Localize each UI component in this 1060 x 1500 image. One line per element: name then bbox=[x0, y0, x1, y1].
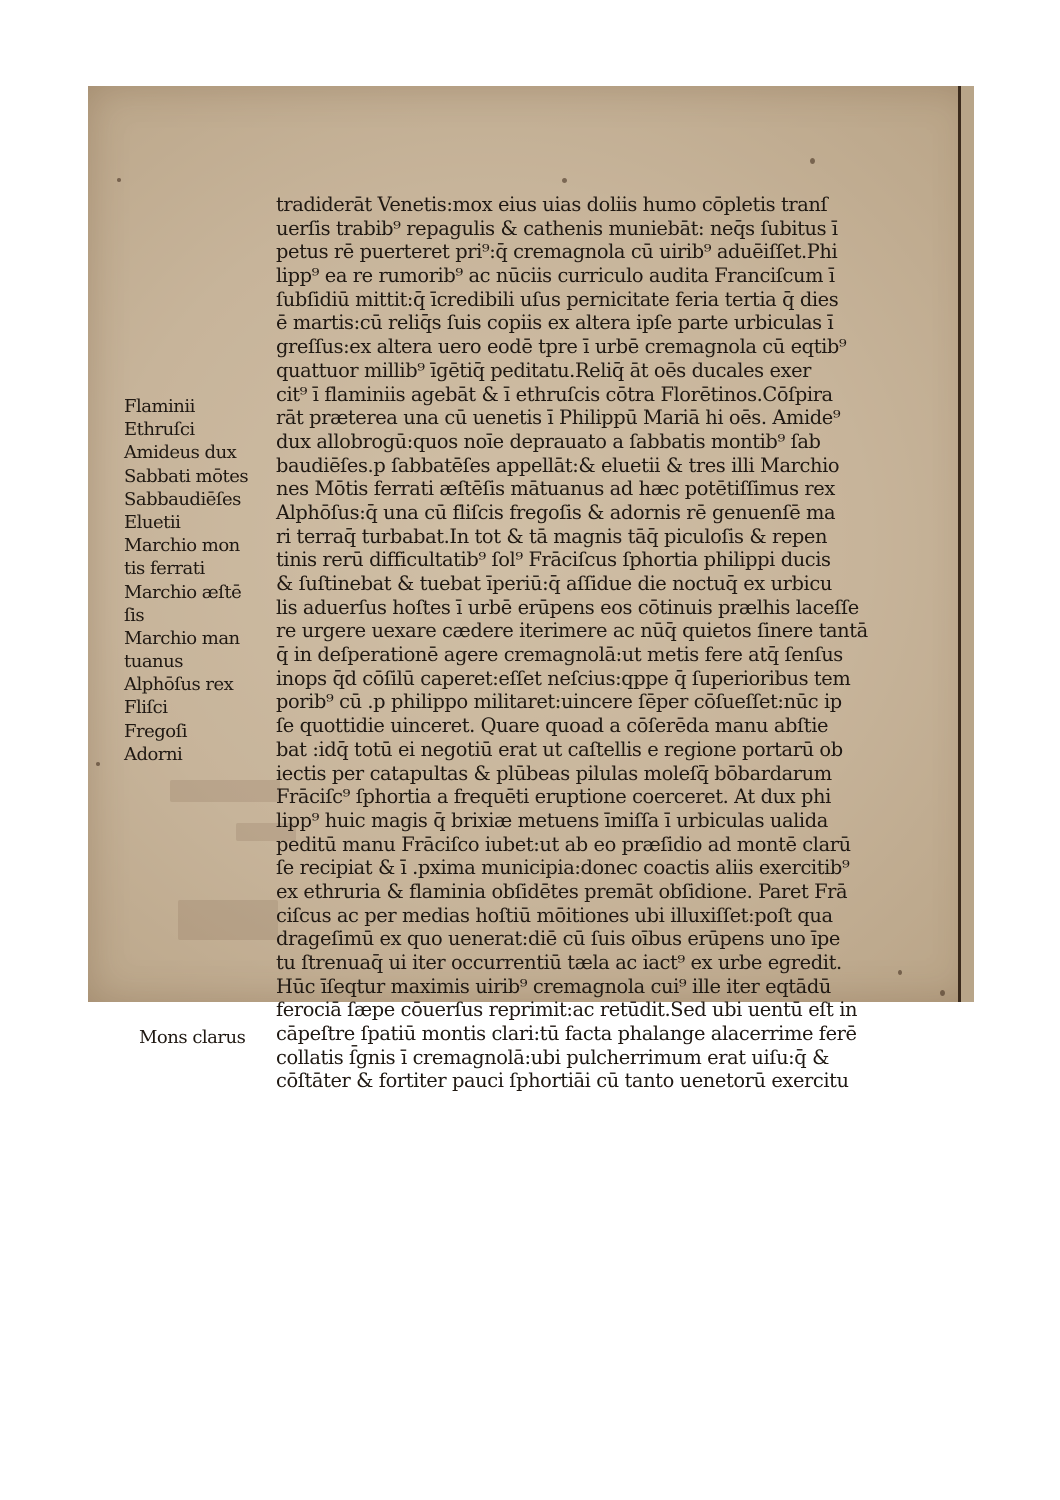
text-line: ſe quottidie uinceret. Quare quoad a cōſerēda manu abſtie bbox=[276, 714, 829, 738]
text-line: peditū manu Frāciſco iubet:ut ab eo præſidio ad montē clarū bbox=[276, 832, 851, 856]
text-line: collatis ſ̄gnis ī cremagnolā:ubi pulcherrimum erat uiſu:q̄ & bbox=[276, 1045, 829, 1069]
margin-note: Sabbaudiēſes bbox=[124, 488, 241, 510]
text-line: ciſcus ac per medias hoſtiū mōitiones ubi illuxiſſet:poſt qua bbox=[276, 903, 833, 927]
text-line: ri terraq̄ turbabat.In tot & tā magnis tāq̄ piculoſis & repen bbox=[276, 524, 828, 548]
text-line: cāpeſtre ſpatiū montis clari:tū facta phalange alacerrime ferē bbox=[276, 1022, 857, 1046]
text-line: ex ethruria & flaminia obſidētes premāt obſidione. Paret Frā bbox=[276, 879, 848, 903]
text-line: petus rē puerteret pri⁹:q̄ cremagnola cū uirib⁹ aduēiſſet.Phi bbox=[276, 240, 838, 264]
margin-note: Sabbati mōtes bbox=[124, 465, 249, 487]
text-line: cōſtāter & fortiter pauci ſphortiāi cū tanto uenetorū exercitu bbox=[276, 1069, 849, 1093]
ink-speck bbox=[96, 762, 100, 766]
margin-note: Marchio æſtē bbox=[124, 581, 242, 603]
text-line: quattuor millib⁹ īgētiq̄ peditatu.Reliq̄ āt oēs ducales exer bbox=[276, 358, 812, 382]
text-line: ſubſidiū mittit:q̄ īcredibili uſus pernicitate feria tertia q̄ dies bbox=[276, 287, 839, 311]
text-line: dux allobrogū:quos noīe deprauato a ſabbatis montib⁹ ſab bbox=[276, 429, 821, 453]
text-line: tradiderāt Venetis:mox eius uias doliis humo cōpletis tranſ bbox=[276, 193, 828, 216]
text-line: lipp⁹ ea re rumorib⁹ ac nūciis curriculo audita Franciſcum ī bbox=[276, 264, 835, 288]
text-line: baudiēſes.p ſabbatēſes appellāt:& eluetii & tres illi Marchio bbox=[276, 453, 840, 477]
margin-note: Flaminii bbox=[124, 396, 195, 417]
margin-note: ſis bbox=[124, 604, 145, 626]
margin-note: Eluetii bbox=[124, 511, 181, 533]
text-line: iectis per catapultas & plūbeas pilulas moleſq̄ bōbardarum bbox=[276, 761, 832, 785]
body-text bbox=[276, 193, 916, 1093]
text-line: tinis rerū difficultatib⁹ ſol⁹ Frāciſcus ſphortia philippi ducis bbox=[276, 548, 831, 572]
ink-speck bbox=[810, 158, 815, 164]
text-line: porib⁹ cū .p philippo militaret:uincere ſēper cōſueſſet:nūc ip bbox=[276, 690, 842, 714]
text-line: Hūc īſeqtur maximis uirib⁹ cremagnola cui⁹ ille iter eqtādū bbox=[276, 974, 831, 998]
text-line: Alphōſus:q̄ una cū fliſcis fregoſis & adornis rē genuenſē ma bbox=[276, 500, 836, 524]
ink-speck bbox=[117, 178, 121, 182]
ink-speck bbox=[562, 178, 567, 183]
text-line: nes Mōtis ferrati æſtēſis mātuanus ad hæc potētiſſimus rex bbox=[276, 477, 835, 501]
ink-speck bbox=[940, 990, 945, 996]
margin-note: tis ferrati bbox=[124, 558, 205, 580]
text-line: bat :idq̄ totū ei negotiū erat ut caſtellis e regione portarū ob bbox=[276, 737, 843, 761]
text-line: & ſuſtinebat & tuebat īperiū:q̄ aſſidue die noctuq̄ ex urbicu bbox=[276, 572, 832, 595]
margin-note: Adorni bbox=[124, 743, 183, 765]
show-through-mark bbox=[170, 780, 280, 802]
margin-note: Fregoſi bbox=[124, 720, 188, 742]
margin-note: Ethruſci bbox=[124, 419, 195, 441]
text-line: drageſimū ex quo uenerat:diē cū ſuis oībus erūpens uno īpe bbox=[276, 927, 841, 951]
text-line: lis aduerſus hoſtes ī urbē erūpens eos cōtinuis prælhis laceſſe bbox=[276, 595, 859, 619]
text-line: ē martis:cū reliq̄s ſuis copiis ex altera ipſe parte urbiculas ī bbox=[276, 311, 834, 335]
margin-note: Alphōſus rex bbox=[124, 674, 234, 696]
margin-note-mons-clarus: Mons clarus bbox=[139, 1027, 246, 1048]
page-edge-strip bbox=[961, 86, 974, 1002]
margin-note: tuanus bbox=[124, 651, 183, 673]
text-line: ferociā ſæpe cōuerſus reprimit:ac retūdit.Sed ubi uentū eſt in bbox=[276, 998, 858, 1022]
text-line: uerſis trabib⁹ repagulis & cathenis muniebāt: neq̄s ſubitus ī bbox=[276, 216, 838, 240]
show-through-mark bbox=[178, 900, 278, 940]
margin-notes bbox=[124, 395, 248, 766]
text-line: inops q̄d cōſilū caperet:eſſet neſcius:qppe q̄ ſuperioribus tem bbox=[276, 666, 851, 690]
text-line: greſſus:ex altera uero eodē tpre ī urbē cremagnola cū eqtib⁹ bbox=[276, 335, 847, 359]
text-line: re urgere uexare cædere iterimere ac nūq̄ quietos ſinere tantā bbox=[276, 619, 868, 643]
text-line: cit⁹ ī flaminiis agebāt & ī ethruſcis cōtra Florētinos.Cōſpira bbox=[276, 382, 833, 406]
margin-note: Fliſci bbox=[124, 697, 168, 719]
margin-note: Marchio mon bbox=[124, 535, 240, 557]
text-line: Frāciſc⁹ ſphortia a frequēti eruptione coerceret. At dux phi bbox=[276, 785, 831, 809]
margin-note: Marchio man bbox=[124, 627, 240, 649]
text-line: tu ſtrenuaq̄ ui iter occurrentiū tæla ac iact⁹ ex urbe egredit. bbox=[276, 951, 842, 974]
text-line: q̄ in deſperationē agere cremagnolā:ut metis fere atq̄ ſenſus bbox=[276, 643, 843, 667]
text-line: rāt prætereа una cū uenetis ī Philippū Mariā hi oēs. Amide⁹ bbox=[276, 406, 841, 430]
text-line: lipp⁹ huic magis q̄ brixiæ metuens īmiſſa ī urbiculas ualida bbox=[276, 808, 828, 832]
margin-note: Amideus dux bbox=[124, 442, 237, 464]
text-line: ſe recipiat & ī .pxima municipia:donec coactis aliis exercitib⁹ bbox=[276, 856, 850, 880]
